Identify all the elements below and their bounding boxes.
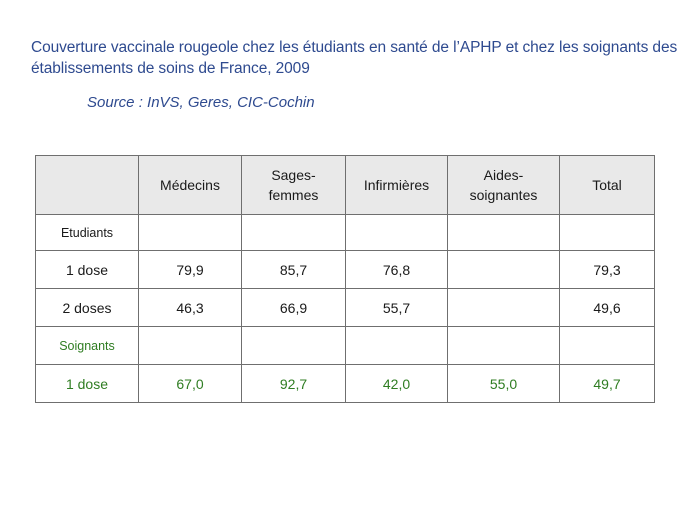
table-cell: 85,7 xyxy=(242,251,346,289)
table-cell xyxy=(560,215,655,251)
slide-source: Source : InVS, Geres, CIC-Cochin xyxy=(87,94,315,111)
header-empty-cell xyxy=(36,156,139,215)
table-cell: 42,0 xyxy=(346,365,448,403)
table-cell xyxy=(560,327,655,365)
row-label: 1 dose xyxy=(36,251,139,289)
header-sages-femmes xyxy=(242,156,346,215)
table-cell xyxy=(448,215,560,251)
table-row xyxy=(36,289,655,327)
row-label: 1 dose xyxy=(36,365,139,403)
table-cell xyxy=(346,215,448,251)
table-cell xyxy=(448,327,560,365)
slide-title: Couverture vaccinale rougeole chez les étudiants en santé de l’APHP et chez les soignants des établissements de soins de France, 2009 xyxy=(31,39,678,77)
table-cell: 46,3 xyxy=(139,289,242,327)
table-cell xyxy=(139,327,242,365)
table-cell: 49,6 xyxy=(560,289,655,327)
section-label-soignants: Soignants xyxy=(36,327,139,365)
table-cell: 55,0 xyxy=(448,365,560,403)
section-row-etudiants xyxy=(36,215,655,251)
header-aides-soignantes-text: Aides- soignantes xyxy=(469,167,538,203)
table-cell xyxy=(139,215,242,251)
vaccination-table xyxy=(35,155,655,403)
table-cell xyxy=(242,327,346,365)
table-cell: 55,7 xyxy=(346,289,448,327)
table-cell: 79,9 xyxy=(139,251,242,289)
table-cell: 92,7 xyxy=(242,365,346,403)
table-header-row xyxy=(36,156,655,215)
table-row xyxy=(36,251,655,289)
section-label-etudiants: Etudiants xyxy=(36,215,139,251)
table-cell: 79,3 xyxy=(560,251,655,289)
row-label: 2 doses xyxy=(36,289,139,327)
header-medecins: Médecins xyxy=(139,156,242,215)
table-cell xyxy=(242,215,346,251)
header-aides-soignantes xyxy=(448,156,560,215)
header-total: Total xyxy=(560,156,655,215)
table-cell: 66,9 xyxy=(242,289,346,327)
table-cell xyxy=(448,251,560,289)
header-infirmieres: Infirmières xyxy=(346,156,448,215)
table-cell: 67,0 xyxy=(139,365,242,403)
table-cell xyxy=(346,327,448,365)
table-cell: 49,7 xyxy=(560,365,655,403)
section-row-soignants xyxy=(36,327,655,365)
table-cell xyxy=(448,289,560,327)
table-cell: 76,8 xyxy=(346,251,448,289)
header-sages-femmes-text: Sages- femmes xyxy=(268,167,319,203)
table-row xyxy=(36,365,655,403)
